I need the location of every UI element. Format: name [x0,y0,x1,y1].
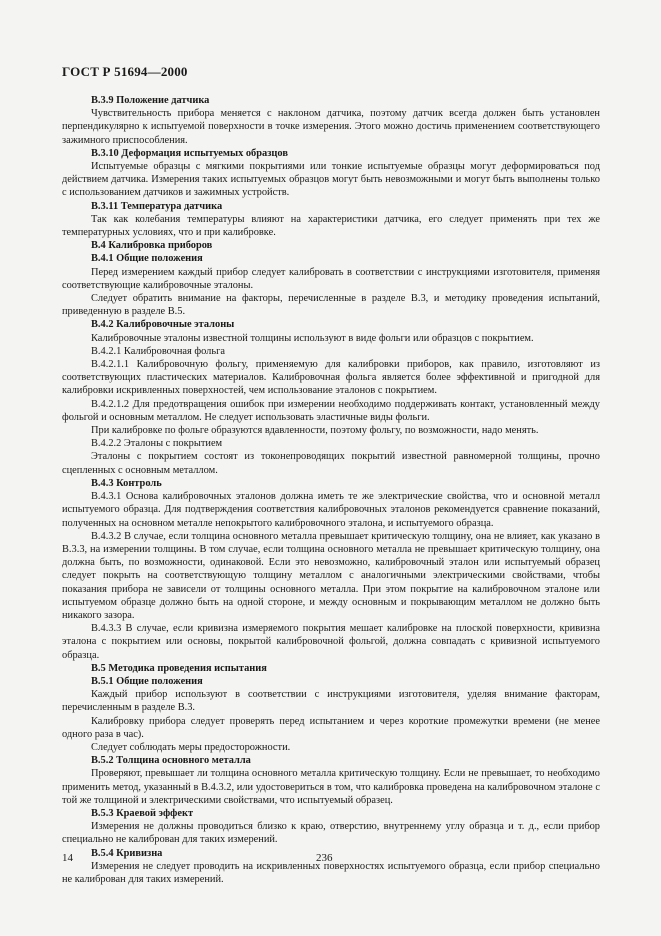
paragraph: B.4.2.2 Эталоны с покрытием [91,438,223,450]
paragraph: Следует обратить внимание на факторы, перечисленные в разделе В.3, и методику проведения испытаний, приведенную в разделе В.5. [62,293,600,318]
paragraph: Чувствительность прибора меняется с наклоном датчика, поэтому датчик всегда должен быть установлен перпендикулярно к испытуемой поверхности в точке измерения. Этого можно достичь применением соответствующего зажимного приспособления. [62,108,600,146]
paragraph: Измерения не следует проводить на искривленных поверхностях испытуемого образца, если прибор специально не калиброван для таких измерений. [62,860,600,885]
section-heading: B.4 Калибровка приборов [91,240,213,252]
section-heading: B.5.2 Толщина основного металла [91,755,251,767]
paragraph: Калибровочные эталоны известной толщины используют в виде фольги или образцов с покрытием. [91,332,534,344]
section-heading: B.4.1 Общие положения [91,253,203,265]
paragraph: Так как колебания температуры влияют на характеристики датчика, его следует применять при тех же температурных условиях, что и при калибровке. [62,213,600,239]
section-heading: B.4.2 Калибровочные эталоны [91,319,235,331]
paragraph: Испытуемые образцы с мягкими покрытиями или тонкие испытуемые образцы могут деформироваться под действием датчика. Измерения таких испытуемых образцов могут быть невозможными и могут быть выполнены только с использованием датчиков и зажимных устройств. [62,161,600,199]
section-heading: B.3.11 Температура датчика [91,200,223,212]
section-heading: B.5.1 Общие положения [91,675,203,687]
paragraph: Проверяют, превышает ли толщина основного металла критическую толщину. Если не превышает, то необходимо применить метод, указанный в В.4.3.2, или удостовериться в том, что калибровка проведена на калибровочном эталоне с той же толщиной и электрическими свойствами, что испытуемый образец. [62,768,600,806]
paragraph: B.4.3.2 В случае, если толщина основного металла превышает критическую толщину, она не влияет, как указано в В.3.3, на измерении толщины. В том случае, если толщина основного металла не превышает критическую толщину, она должна быть, по возможности, одинаковой. Если это невозможно, калибровочный эталон или испытуемый образец следует покрыть на соответствующую толщину металлом с аналогичными электрическими свойствами, чтобы показания прибора не зависели от толщины основного металла. При этом покрытие на калибровочном эталоне или испытуемом образце должно быть на одной стороне, и между основным и покрывающим металлом не должно быть никакого зазора. [62,530,600,621]
paragraph: B.4.2.1.2 Для предотвращения ошибок при измерении необходимо поддерживать контакт, установленный между фольгой и основным металлом. Не следует использовать эластичные виды фольги. [62,398,600,423]
page-number: 14 [62,852,73,864]
section-heading: B.3.10 Деформация испытуемых образцов [91,147,288,159]
section-heading: B.3.9 Положение датчика [91,95,210,106]
paragraph: B.4.3.1 Основа калибровочных эталонов должна иметь те же электрические свойства, что и основной металл испытуемого образца. Для подтверждения соответствия калибровочных эталонов рекомендуется сравнение показаний, полученных на основном металле непокрытого калибровочного эталона, и испытуемого образца. [62,491,600,529]
document-page-number: 236 [316,852,333,864]
paragraph: Калибровку прибора следует проверять перед испытанием и через короткие промежутки времени (не менее одного раза в час). [62,715,600,740]
paragraph: Следует соблюдать меры предосторожности. [91,741,291,753]
section-heading: B.5 Методика проведения испытания [91,662,267,674]
paragraph: Перед измерением каждый прибор следует калибровать в соответствии с инструкциями изготовителя, применяя соответствующие калибровочные эталоны. [62,266,600,291]
paragraph: Каждый прибор используют в соответствии с инструкциями изготовителя, уделяя внимание факторам, перечисленным в разделе В.3. [62,689,600,714]
section-heading: B.4.3 Контроль [91,477,162,489]
paragraph: Измерения не должны проводиться близко к краю, отверстию, внутреннему углу образца и т. д., если прибор специально не калиброван для таких измерений. [62,821,600,846]
paragraph: B.4.2.1.1 Калибровочную фольгу, применяемую для калибровки приборов, как правило, изготовляют из соответствующих пластических материалов. Калибровочная фольга является более эффективной и пригодной для калибровки искривленных поверхностей, чем использование эталонов с покрытием. [62,359,600,397]
paragraph: B.4.2.1 Калибровочная фольга [91,345,225,357]
paragraph: Эталоны с покрытием состоят из токонепроводящих покрытий известной равномерной толщины, прочно сцепленных с основным металлом. [62,451,600,476]
section-heading: B.5.4 Кривизна [91,847,163,859]
section-heading: B.5.3 Краевой эффект [91,807,194,819]
paragraph: При калибровке по фольге образуются вдавленности, поэтому фольгу, по возможности, надо менять. [91,425,539,437]
paragraph: B.4.3.3 В случае, если кривизна измеряемого покрытия мешает калибровке на плоской поверхности, кривизна эталона с покрытием или основы, покрытой калибровочной фольгой, должна совпадать с кривизной испытуемого образца. [62,623,600,661]
document-header: ГОСТ Р 51694—2000 [62,64,188,79]
document-body [62,94,600,886]
